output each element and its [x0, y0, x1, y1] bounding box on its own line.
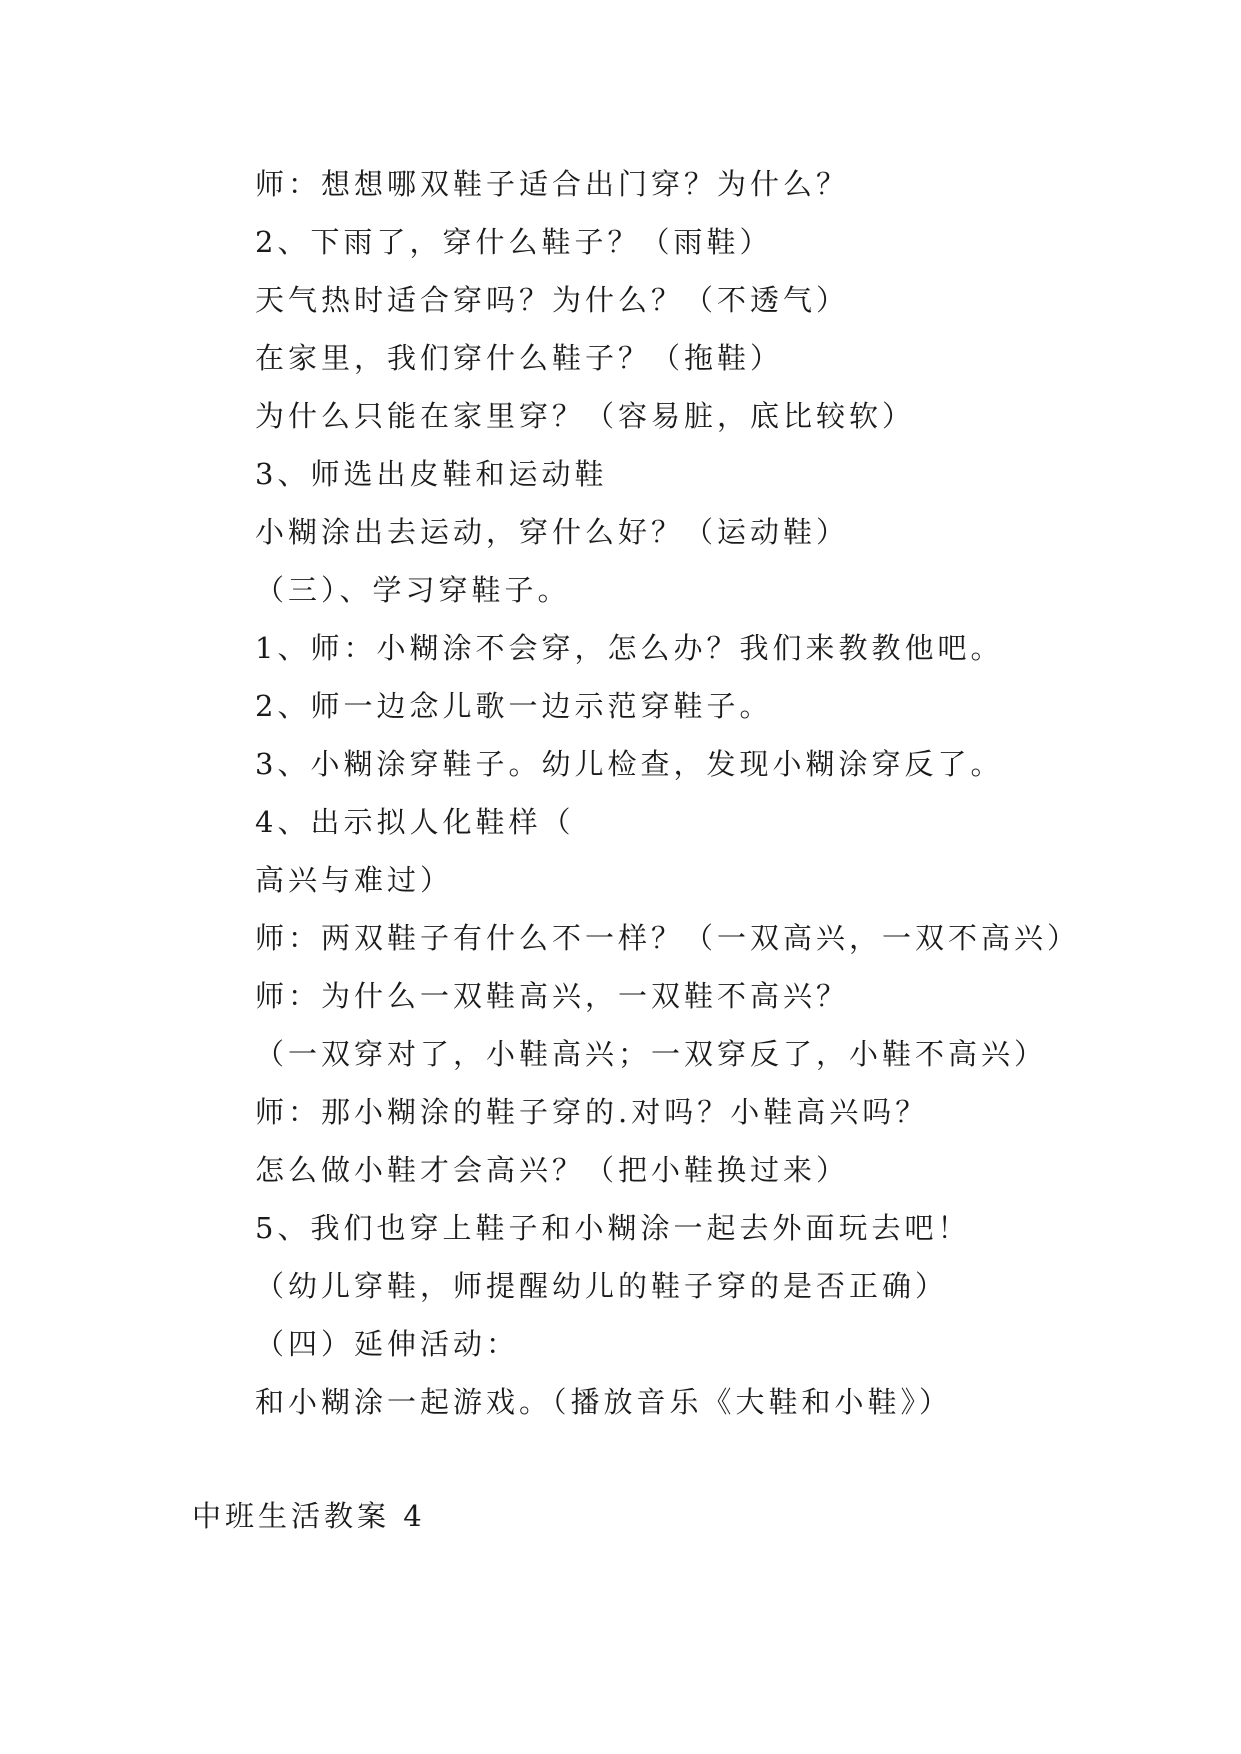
- text-line: （一双穿对了，小鞋高兴；一双穿反了，小鞋不高兴）: [255, 1037, 1048, 1071]
- text-line: 为什么只能在家里穿？（容易脏，底比较软）: [255, 399, 916, 433]
- text-line: 师：两双鞋子有什么不一样？（一双高兴，一双不高兴）: [255, 921, 1081, 955]
- text-line: 师：为什么一双鞋高兴，一双鞋不高兴？: [255, 979, 850, 1013]
- text-line: 5、我们也穿上鞋子和小糊涂一起去外面玩去吧！: [255, 1211, 971, 1245]
- text-line: 小糊涂出去运动，穿什么好？（运动鞋）: [255, 515, 850, 549]
- section-heading: 中班生活教案 4: [192, 1499, 426, 1533]
- text-line: 天气热时适合穿吗？为什么？（不透气）: [255, 283, 850, 317]
- text-line: 和小糊涂一起游戏。（播放音乐《大鞋和小鞋》）: [255, 1385, 953, 1419]
- text-line: 1、师：小糊涂不会穿，怎么办？我们来教教他吧。: [255, 631, 1004, 665]
- text-line: 3、小糊涂穿鞋子。幼儿检查，发现小糊涂穿反了。: [255, 747, 1004, 781]
- text-line: 怎么做小鞋才会高兴？（把小鞋换过来）: [255, 1153, 850, 1187]
- text-line: 2、师一边念儿歌一边示范穿鞋子。: [255, 689, 773, 723]
- text-line: 师：想想哪双鞋子适合出门穿？为什么？: [255, 167, 850, 201]
- text-line: 2、下雨了，穿什么鞋子？（雨鞋）: [255, 225, 773, 259]
- text-line: 4、出示拟人化鞋样（: [255, 805, 575, 839]
- text-line: （四）延伸活动：: [255, 1327, 520, 1361]
- text-line: 师：那小糊涂的鞋子穿的.对吗？小鞋高兴吗？: [255, 1095, 929, 1129]
- text-line: （三）、学习穿鞋子。: [255, 573, 571, 607]
- text-line: 3、师选出皮鞋和运动鞋: [255, 457, 608, 491]
- text-line: 高兴与难过）: [255, 863, 454, 897]
- text-line: （幼儿穿鞋，师提醒幼儿的鞋子穿的是否正确）: [255, 1269, 949, 1303]
- text-line: 在家里，我们穿什么鞋子？（拖鞋）: [255, 341, 784, 375]
